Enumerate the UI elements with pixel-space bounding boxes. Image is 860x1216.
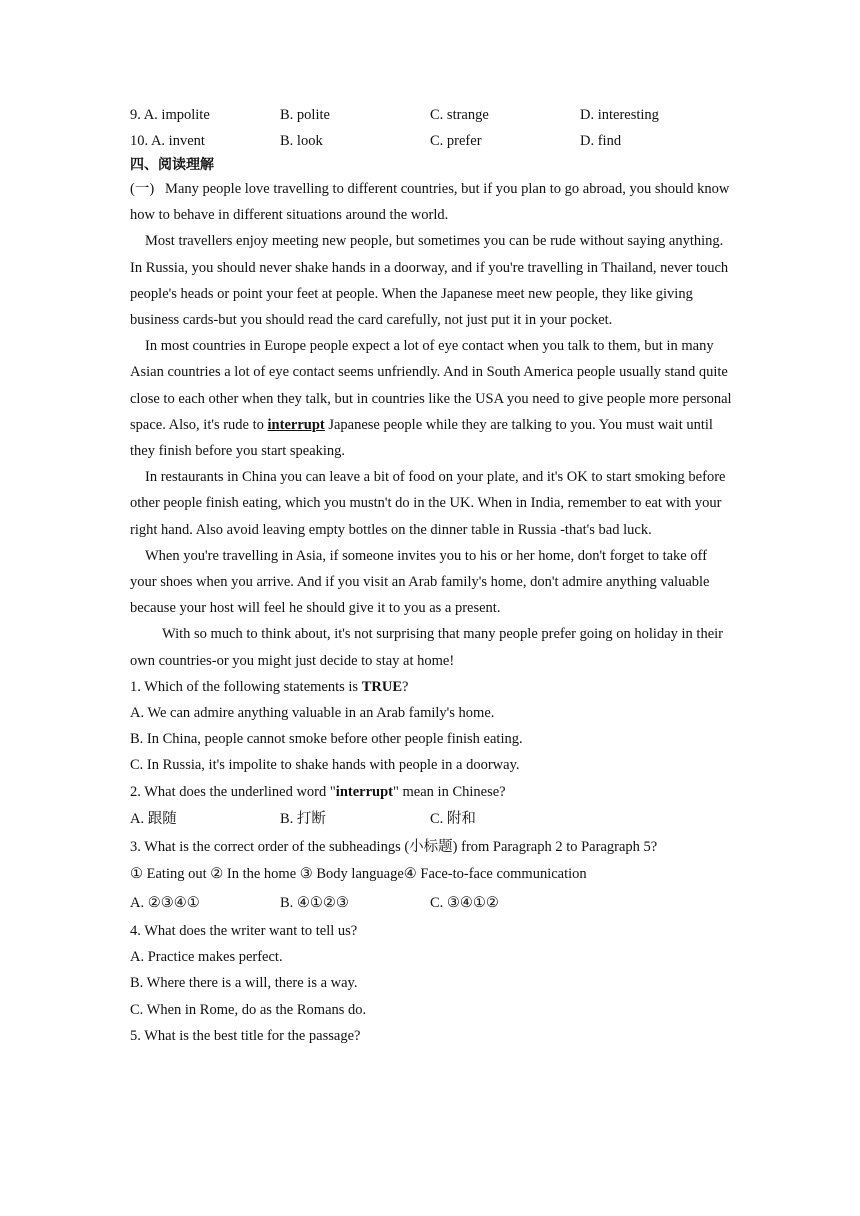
option-a: A. 跟随 (130, 810, 177, 827)
question-3-options (130, 889, 732, 918)
option-b: B. 打断 (280, 810, 326, 827)
option-a: A. ②③④① (130, 894, 200, 911)
vocab-row-9 (130, 102, 732, 128)
question-2-options (130, 805, 732, 834)
question-text: 2. What does the underlined word " (130, 783, 336, 800)
question-4-option-a: A. Practice makes perfect. (130, 949, 283, 966)
option-c: C. ③④①② (430, 894, 499, 911)
paragraph-text: In most countries in Europe people expect a lot of eye contact when you talk to them, but in many Asian countries a lot of eye contact seems unfriendly. And in South America people usually stand quite close to each other when they talk, but in countries like the USA you need to give people more personal space. Also, it's rude to (130, 338, 732, 433)
question-emphasis: TRUE (361, 678, 402, 695)
question-3: 3. What is the correct order of the subheadings (小标题) from Paragraph 2 to Paragraph 5? (130, 838, 658, 855)
question-text: 1. Which of the following statements is (130, 678, 362, 695)
option-b: B. polite (280, 107, 330, 123)
question-1 (130, 674, 732, 700)
option-d: D. find (580, 133, 622, 149)
question-1-option-a: A. We can admire anything valuable in an Arab family's home. (130, 705, 495, 722)
passage-paragraph-1 (130, 176, 732, 228)
question-emphasis: interrupt (335, 783, 393, 800)
question-5: 5. What is the best title for the passage? (130, 1027, 361, 1044)
option-c: C. prefer (430, 133, 482, 149)
question-4: 4. What does the writer want to tell us? (130, 922, 358, 939)
option-b: B. ④①②③ (280, 894, 349, 911)
option-b: B. look (280, 133, 323, 149)
option-c: C. 附和 (430, 810, 476, 827)
passage-paragraph-6: With so much to think about, it's not surprising that many people prefer going on holiday in their own countries-or you might just decide to stay at home! (130, 626, 723, 669)
question-3-subheadings: ① Eating out ② In the home ③ Body language④ Face-to-face communication (130, 865, 587, 882)
passage-marker: (一) (130, 181, 155, 197)
passage-paragraph-5: When you're travelling in Asia, if someone invites you to his or her home, don't forget to take off your shoes when you arrive. And if you visit an Arab family's home, don't admire anything valuable because your host will feel he should give it to you as a present. (130, 547, 710, 617)
passage-paragraph-3 (130, 333, 732, 464)
question-1-option-b: B. In China, people cannot smoke before other people finish eating. (130, 731, 523, 748)
section-heading: 四、阅读理解 (130, 157, 214, 173)
document-page (130, 102, 732, 1049)
question-4-option-c: C. When in Rome, do as the Romans do. (130, 1001, 367, 1018)
question-2 (130, 779, 732, 805)
paragraph-text: Japanese people while they are talking to you. You must wait until they finish before you start speaking. (130, 416, 713, 460)
passage-paragraph-2: Most travellers enjoy meeting new people, but sometimes you can be rude without saying anything. In Russia, you should never shake hands in a doorway, and if you're travelling in Thailand, never touch people's heads or point your feet at people. When the Japanese meet new people, they like giving business cards-but you should read the card carefully, not just put it in your pocket. (130, 233, 729, 329)
vocab-row-10 (130, 128, 732, 154)
question-1-option-c: C. In Russia, it's impolite to shake hands with people in a doorway. (130, 757, 520, 774)
question-4-option-b: B. Where there is a will, there is a way. (130, 975, 358, 992)
question-text: " mean in Chinese? (392, 783, 506, 800)
paragraph-text: Many people love travelling to different countries, but if you plan to go abroad, you should know how to behave in different situations around the world. (130, 181, 730, 224)
underlined-word: interrupt (267, 416, 325, 433)
question-text: ? (402, 678, 409, 695)
passage-paragraph-4: In restaurants in China you can leave a bit of food on your plate, and it's OK to start smoking before other people finish eating, which you mustn't do in the UK. When in India, remember to eat with your right hand. Also avoid leaving empty bottles on the dinner table in Russia -that's bad luck. (130, 469, 726, 538)
option-c: C. strange (430, 107, 489, 123)
option-a: 9. A. impolite (130, 107, 210, 123)
option-d: D. interesting (580, 107, 659, 123)
option-a: 10. A. invent (130, 133, 205, 149)
